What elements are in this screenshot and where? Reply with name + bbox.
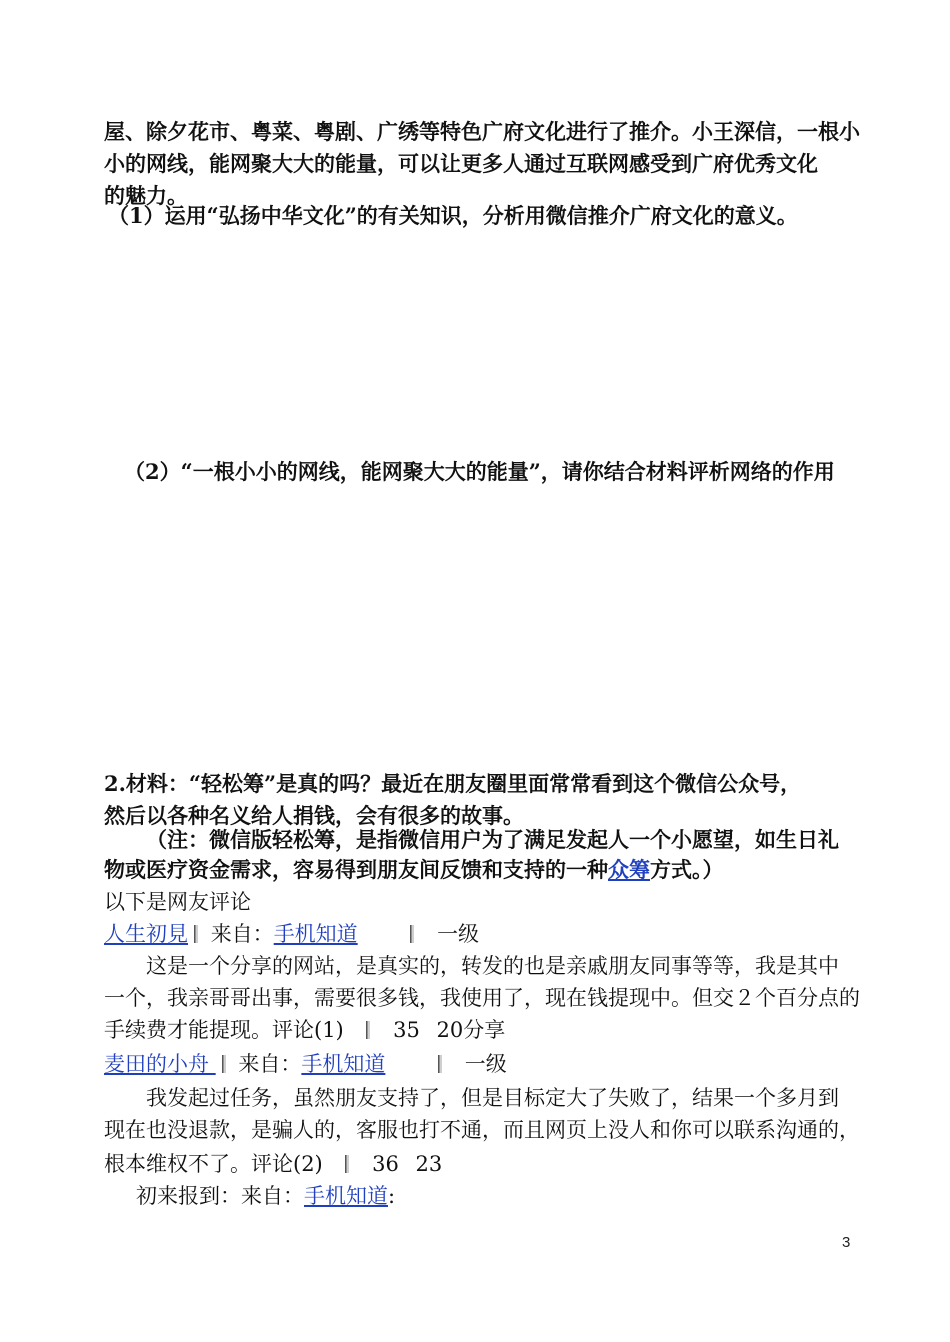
comment-2-text-line-3: 根本维权不了。评论(2)	[104, 1152, 323, 1176]
comment-2-text-line-2: 现在也没退款，是骗人的，客服也打不通，而且网页上没人和你可以联系沟通的，	[104, 1118, 860, 1142]
comment-2-stat-b: 23	[415, 1152, 443, 1176]
separator-icon	[194, 925, 198, 943]
comment-1-user-link[interactable]: 人生初見	[104, 922, 188, 946]
separator-icon	[345, 1155, 349, 1173]
comment-1-text-line-3: 手续费才能提现。评论(1)	[104, 1018, 344, 1042]
comment-1-text-line-2: 一个，我亲哥哥出事，需要很多钱，我使用了，现在钱提现中。但交２个百分点的	[104, 986, 860, 1010]
comment-2-footer	[104, 1148, 864, 1180]
question-2: （2）“一根小小的网线，能网聚大大的能量”，请你结合材料评析网络的作用	[124, 459, 835, 484]
comment-1-footer	[104, 1014, 864, 1046]
comment-2-text-line-1: 我发起过任务，虽然朋友支持了，但是目标定大了失败了，结果一个多月到	[146, 1086, 839, 1110]
material2-line-1: 2.材料：“轻松筹”是真的吗？最近在朋友圈里面常常看到这个微信公众号，	[104, 771, 802, 796]
comment-1-header	[104, 918, 864, 950]
note-text-before: 物或医疗资金需求，容易得到朋友间反馈和支持的一种	[104, 857, 608, 882]
separator-icon	[366, 1021, 370, 1039]
comment-1-from-label: 来自：	[210, 922, 274, 946]
comment-3-header	[136, 1180, 896, 1212]
material-line-2: 小的网线，能网聚大大的能量，可以让更多人通过互联网感受到广府优秀文化	[104, 151, 818, 176]
comment-2-user-link[interactable]: 麦田的小舟	[104, 1052, 216, 1076]
comment-3-suffix: :	[388, 1184, 396, 1208]
comment-2-level: 一级	[464, 1052, 507, 1076]
separator-icon	[222, 1055, 226, 1073]
comment-1-stat-b: 20分享	[436, 1018, 506, 1042]
comment-2-stat-a: 36	[372, 1152, 399, 1176]
note-line-1: （注：微信版轻松筹，是指微信用户为了满足发起人一个小愿望，如生日礼	[146, 827, 839, 852]
crowdfunding-link[interactable]: 众筹	[608, 857, 650, 882]
separator-icon	[410, 925, 414, 943]
comment-3-prefix: 初来报到：来自：	[136, 1184, 304, 1208]
note-text-after: 方式。）	[650, 857, 724, 882]
separator-icon	[438, 1055, 442, 1073]
material-line-3: 的魅力。	[104, 183, 188, 208]
note-line-2	[104, 854, 864, 886]
question-1: （1）运用“弘扬中华文化”的有关知识，分析用微信推介广府文化的意义。	[108, 203, 798, 228]
comment-1-level: 一级	[437, 922, 480, 946]
comment-2-from-label: 来自：	[238, 1052, 302, 1076]
comment-2-source-link[interactable]: 手机知道	[301, 1052, 386, 1076]
material-line-1: 屋、除夕花市、粤菜、粤剧、广绣等特色广府文化进行了推介。小王深信，一根小	[104, 119, 860, 144]
comment-1-text-line-1: 这是一个分享的网站，是真实的，转发的也是亲戚朋友同事等等，我是其中	[146, 954, 839, 978]
page-number: 3	[842, 1234, 851, 1251]
comment-3-source-link[interactable]: 手机知道	[304, 1184, 388, 1208]
comment-2-header	[104, 1048, 864, 1080]
comment-1-stat-a: 35	[393, 1018, 420, 1042]
material2-line-2: 然后以各种名义给人捐钱，会有很多的故事。	[104, 803, 524, 828]
comments-title: 以下是网友评论	[104, 890, 251, 914]
comment-1-source-link[interactable]: 手机知道	[273, 922, 358, 946]
